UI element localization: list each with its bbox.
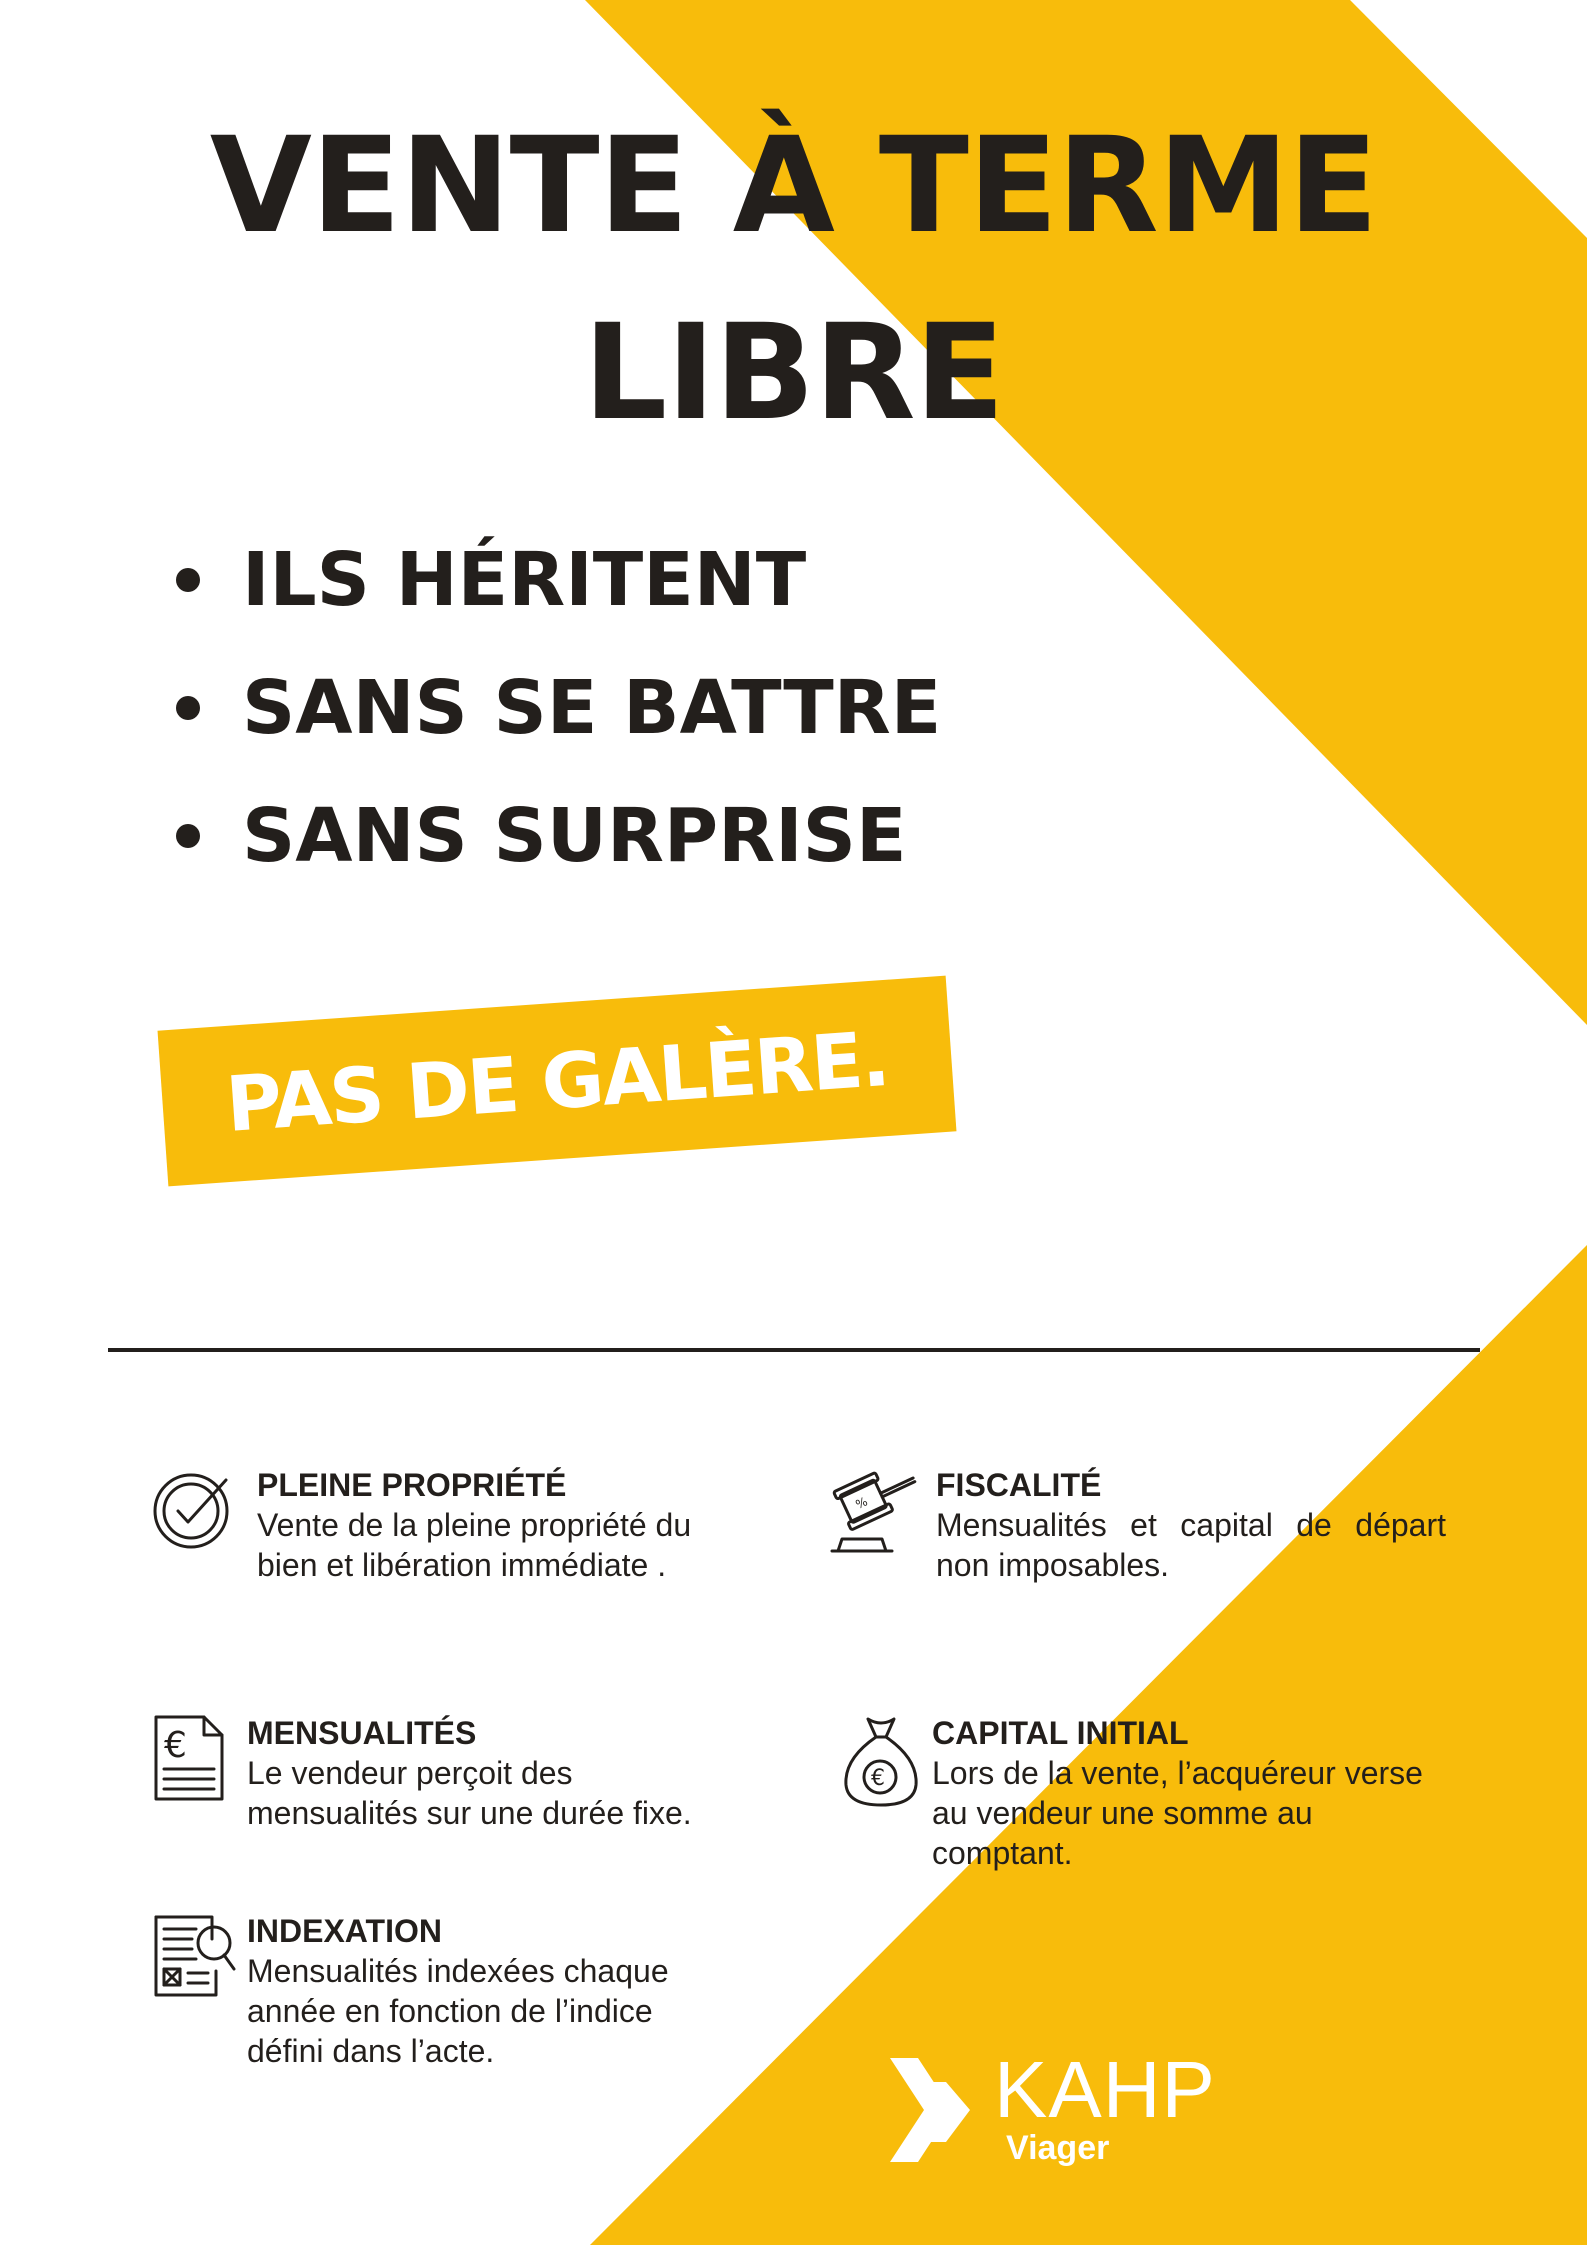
feature-pleine-propriete bbox=[152, 1465, 752, 1605]
feature-text: Lors de la vente, l’acquéreur verse au vendeur une somme au comptant. bbox=[932, 1755, 1423, 1871]
feature-capital-initial bbox=[840, 1713, 1440, 1893]
svg-text:€: € bbox=[871, 1766, 885, 1791]
brand-logo bbox=[890, 2045, 1220, 2170]
svg-text:€: € bbox=[164, 1725, 187, 1766]
tagline-text: PAS DE GALÈRE. bbox=[223, 1013, 891, 1149]
euro-document-icon bbox=[152, 1713, 226, 1803]
bullet-list bbox=[170, 530, 941, 914]
feature-heading: MENSUALITÉS bbox=[247, 1715, 477, 1751]
feature-mensualites bbox=[152, 1713, 752, 1853]
feature-fiscalite bbox=[826, 1465, 1446, 1605]
feature-heading: FISCALITÉ bbox=[936, 1467, 1102, 1503]
feature-indexation bbox=[152, 1911, 752, 2091]
feature-text: Mensualités indexées chaque année en fonction de l’indice défini dans l’acte. bbox=[247, 1953, 669, 2069]
brand-name: KAHP bbox=[994, 2045, 1216, 2134]
double-chevron-logo-icon bbox=[890, 2058, 982, 2162]
bullet-item: SANS SURPRISE bbox=[170, 786, 941, 914]
title-line-1: VENTE À TERME bbox=[209, 109, 1378, 263]
document-search-icon bbox=[152, 1913, 238, 1999]
feature-heading: INDEXATION bbox=[247, 1913, 442, 1949]
gavel-icon bbox=[826, 1465, 922, 1557]
feature-heading: PLEINE PROPRIÉTÉ bbox=[257, 1467, 567, 1503]
brand-subtitle: Viager bbox=[1006, 2129, 1110, 2167]
bullet-item: SANS SE BATTRE bbox=[170, 658, 941, 786]
bullet-item: ILS HÉRITENT bbox=[170, 530, 941, 658]
section-divider bbox=[108, 1348, 1480, 1352]
feature-text: Mensualités et capital de départ non imposables. bbox=[936, 1507, 1446, 1583]
money-bag-icon bbox=[840, 1713, 922, 1809]
svg-text:%: % bbox=[853, 1494, 870, 1512]
feature-text: Le vendeur perçoit des mensualités sur une durée fixe. bbox=[247, 1755, 692, 1831]
feature-text: Vente de la pleine propriété du bien et libération immédiate . bbox=[257, 1507, 692, 1583]
check-badge-icon bbox=[152, 1468, 234, 1550]
title-line-2: LIBRE bbox=[583, 296, 1004, 450]
feature-heading: CAPITAL INITIAL bbox=[932, 1715, 1189, 1751]
